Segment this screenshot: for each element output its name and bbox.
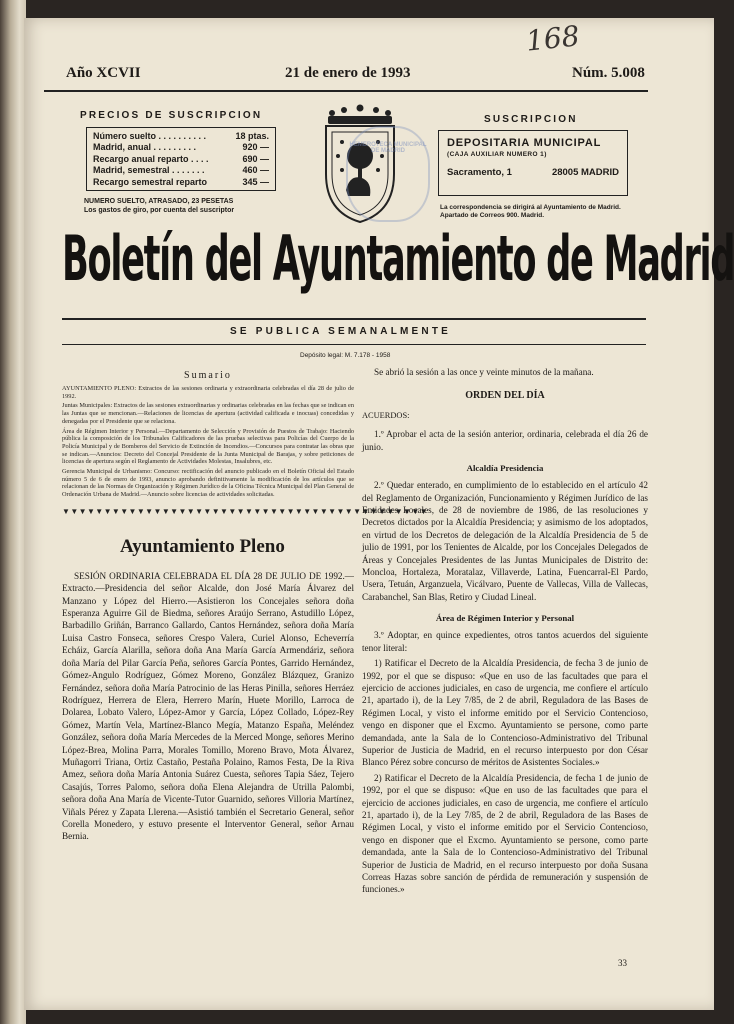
masthead-rule: [62, 318, 646, 320]
subscription-office: DEPOSITARIA MUNICIPAL: [447, 137, 602, 149]
prices-box: [86, 127, 276, 191]
issue-date: 21 de enero de 1993: [285, 65, 411, 81]
subscription-note: La correspondencia se dirigirá al Ayuntamiento de Madrid. Apartado de Correos 900. Madrid.: [440, 204, 621, 219]
subhead-alcaldia: Alcaldía Presidencia: [466, 463, 544, 474]
prices-title: PRECIOS DE SUSCRIPCION: [80, 110, 263, 121]
summary-item: Juntas Municipales: Extractos de las sesiones extraordinarias y ordinarias celebradas en las fechas que se indican en las Juntas que se mencionan.—Relaciones de licencias de apertura (actividad calificada e inocuas) concedidas y denegadas por el Presidente que se relaciona.: [62, 402, 355, 425]
issue-number: Núm. 5.008: [572, 65, 645, 81]
ornament-divider: ▼▼▼▼▼▼▼▼▼▼▼▼▼▼▼▼▼▼▼▼▼▼▼▼▼▼▼▼▼▼▼▼▼▼▼▼▼▼▼▼▼▼▼▼: [62, 506, 428, 516]
agenda-item-1: 1.º Aprobar el acta de la sesión anterior, ordinaria, celebrada el día 26 de junio.: [362, 429, 648, 452]
year-label: Año XCVII: [66, 65, 141, 81]
agenda-item-3: 3.º Adoptar, en quince expedientes, otros tantos acuerdos del siguiente tenor literal:: [362, 630, 648, 653]
masthead-title: Boletín del Ayuntamiento de Madrid: [62, 224, 734, 296]
agreements-label: ACUERDOS:: [362, 411, 410, 421]
price-row: Madrid, anual . . . . . . . . . 920 —: [93, 142, 269, 153]
agenda-title: ORDEN DEL DÍA: [465, 390, 545, 402]
subscription-address: Sacramento, 1 28005 MADRID: [447, 167, 619, 178]
masthead-rule-lower: [62, 344, 646, 345]
subscription-box: [438, 130, 628, 196]
price-row: Recargo semestral reparto 345 —: [93, 176, 269, 187]
page-number: 33: [618, 958, 627, 968]
masthead-subtitle: SE PUBLICA SEMANALMENTE: [230, 326, 452, 337]
summary-item: Área de Régimen Interior y Personal.—Departamento de Selección y Provisión de Puestos de Trabajo: Haciendo pública la composición de los Tribunales Calificadores de las pruebas selectivas para Policías del Cuerpo de la Policía Municipal y de Bomberos del Servicio de Extinción de Incendios.—Concursos para contratar las obras que se indican.—Anuncios: Decreto del Concejal Presidente de la Junta Municipal de Barajas, y sobre peticiones de licencias de apertura según el Reglamento de Actividades Molestas, Insalubres, etc.: [62, 427, 354, 466]
agenda-subitem-1: 1) Ratificar el Decreto de la Alcaldía Presidencia, de fecha 3 de junio de 1992, por el que se dispuso: «Que en uso de las facultades que para el ejercicio de acciones judiciales, en caso de urgencia, me confiere el artículo 21, apartado i), de la Ley 7/85, de 2 de abril, Reguladora de las Bases de Régimen Local, y visto el informe emitido por el Servicio Contencioso, vengo en disponer que el Excmo. Ayuntamiento se persone, como parte demandada, ante la Sala de lo Contencioso-Administrativo del Tribunal Superior de Justicia de Madrid, en el recurso interpuesto por don César Blanco Pérez sobre concurso de méritos de Asistentes Sociales.»: [362, 658, 648, 768]
prices-note-back-issue: NUMERO SUELTO, ATRASADO, 23 PESETAS: [84, 198, 234, 205]
price-row: Número suelto . . . . . . . . . . 18 ptas.: [93, 131, 269, 141]
right-column: [362, 366, 648, 896]
library-stamp: HEMEROTECA MUNICIPAL DE MADRID: [346, 126, 430, 222]
prices-note-shipping: Los gastos de giro, por cuenta del suscriptor: [84, 207, 235, 214]
legal-deposit: Depósito legal: M. 7.178 - 1958: [300, 352, 391, 359]
price-row: Madrid, semestral . . . . . . . 460 —: [93, 165, 269, 176]
book-spine: [0, 0, 26, 1024]
subscription-title: SUSCRIPCION: [484, 114, 578, 125]
subscription-office-detail: (CAJA AUXILIAR NUMERO 1): [447, 151, 547, 158]
session-opening: Se abrió la sesión a las once y veinte minutos de la mañana.: [374, 367, 594, 377]
handwritten-number: 168: [524, 19, 582, 58]
summary-title: Sumario: [184, 370, 232, 381]
agenda-item-2: 2.º Quedar enterado, en cumplimiento de lo establecido en el artículo 42 del Reglamento de Organización, Funcionamiento y Régimen Jurídico de las Entidades Locales, de 28 de noviembre de 1986, de las resoluciones y Decretos dictados por la Alcaldía Presidencia; y asimismo de los adoptados, en virtud de los Decretos de delegación de la Alcaldía Presidencia de 5 de julio de 1991, por los Tenientes de Alcalde, por los Concejales Delegados de Áreas y Concejales Presidentes de las Juntas Municipales de Distrito de: Moncloa, Hortaleza, Moratalaz, Villaverde, Latina, Fuencarral-El Pardo, Usera, Tetuán, Arganzuela, Vicálvaro, Puente de Vallecas, Villa de Vallecas, Carabanchel, San Blas, Retiro y Ciudad Lineal.: [362, 480, 648, 602]
summary-item: AYUNTAMIENTO PLENO: Extractos de las sesiones ordinaria y extraordinaria celebradas el día 28 de julio de 1992.: [62, 385, 354, 400]
section-title-pleno: Ayuntamiento Pleno: [120, 535, 285, 557]
price-row: Recargo anual reparto . . . . 690 —: [93, 153, 269, 164]
summary-item: Gerencia Municipal de Urbanismo: Concurso: rectificación del anuncio publicado en el Boletín Oficial del Estado número 5 de 6 de enero de 1993, anuncio aprobando definitivamente la modificación de los artículos que se relacionan de las Normas de Organización y Régimen Jurídico de la Oficina Técnica Municipal del Plan General de Ordenación Urbana de Madrid.—Anuncio sobre licencias de actividades solicitadas.: [62, 468, 354, 499]
agenda-subitem-2: 2) Ratificar el Decreto de la Alcaldía Presidencia, de fecha 1 de junio de 1992, por el que se dispuso: «Que en uso de las facultades que para el ejercicio de acciones judiciales, en caso de urgencia, me confiere el artículo 21, apartado i), de la Ley 7/85, de 2 de abril, Reguladora de las Bases de Régimen Local, y visto el informe emitido por el Servicio Contencioso, vengo en disponer que el Excmo. Ayuntamiento se persone, como parte demandada, ante la Sala de lo Contencioso-Administrativo del Tribunal Superior de Justicia de Madrid, en el recurso interpuesto por doña Susana Correas Hazas sobre sanción de pérdida de remuneración y suspensión de funciones.»: [362, 772, 648, 895]
subhead-area-regimen: Área de Régimen Interior y Personal: [435, 613, 575, 624]
pleno-session-text: SESIÓN ORDINARIA CELEBRADA EL DÍA 28 DE JULIO DE 1992.—Extracto.—Presidencia del señor Alcalde, don José María Álvarez del Manzano y López del Hierro.—Asistieron los Concejales señora doña Esperanza Aguirre Gil de Biedma, señores Araújo Serrano, Astudillo López, Barbadillo Griñán, Barranco Gallardo, Cantos Hernández, señora doña María Luisa Castro Fonseca, señores Crespo Valera, Curiel Alonso, Echeverría Echáiz, García Alarilla, señora doña Ana María García Armendáriz, señora doña María del Pilar García Peña, señores García Pontes, Garrido Hernández, Gómez-Angulo Rodríguez, Gómez Moreno, González Blázquez, Granizo Fernández, señora doña María Patrocinio de las Heras Pinilla, señores Herráez Rodríguez, Herrera de Elera, Herrero Marín, Huete Morillo, Larroca de Dolarea, Lobato Valero, López-Amor y García, López Collado, López-Rey Gómez, Martín Vela, Martínez-Blanco Megía, Matanzo España, Meléndez González, señora doña María Mercedes de la Merced Monge, señores Merino López-Brea, Molina Parra, Morales Tomillo, Moreno Bravo, Mota Álvarez, Muñagorri Triana, Ortiz Castaño, Pestaña Polaino, Ramos Festa, De la Riva Amez, señora doña María Antonia Suárez Cuesta, señores Tapia Sáez, Tejero Casajús, Torres Palomo, señora doña Elena Alejandra de Utrilla Palombi, señora doña Ana María de Vicente-Tutor Guarnido, señores Villoria Martínez, Viñals Pérez y Zapata Llerena.—Asistió también el Secretario General, señor Corella Monedero, y estuvo presente el Interventor General, señor Arnau Bernia.: [62, 570, 354, 842]
